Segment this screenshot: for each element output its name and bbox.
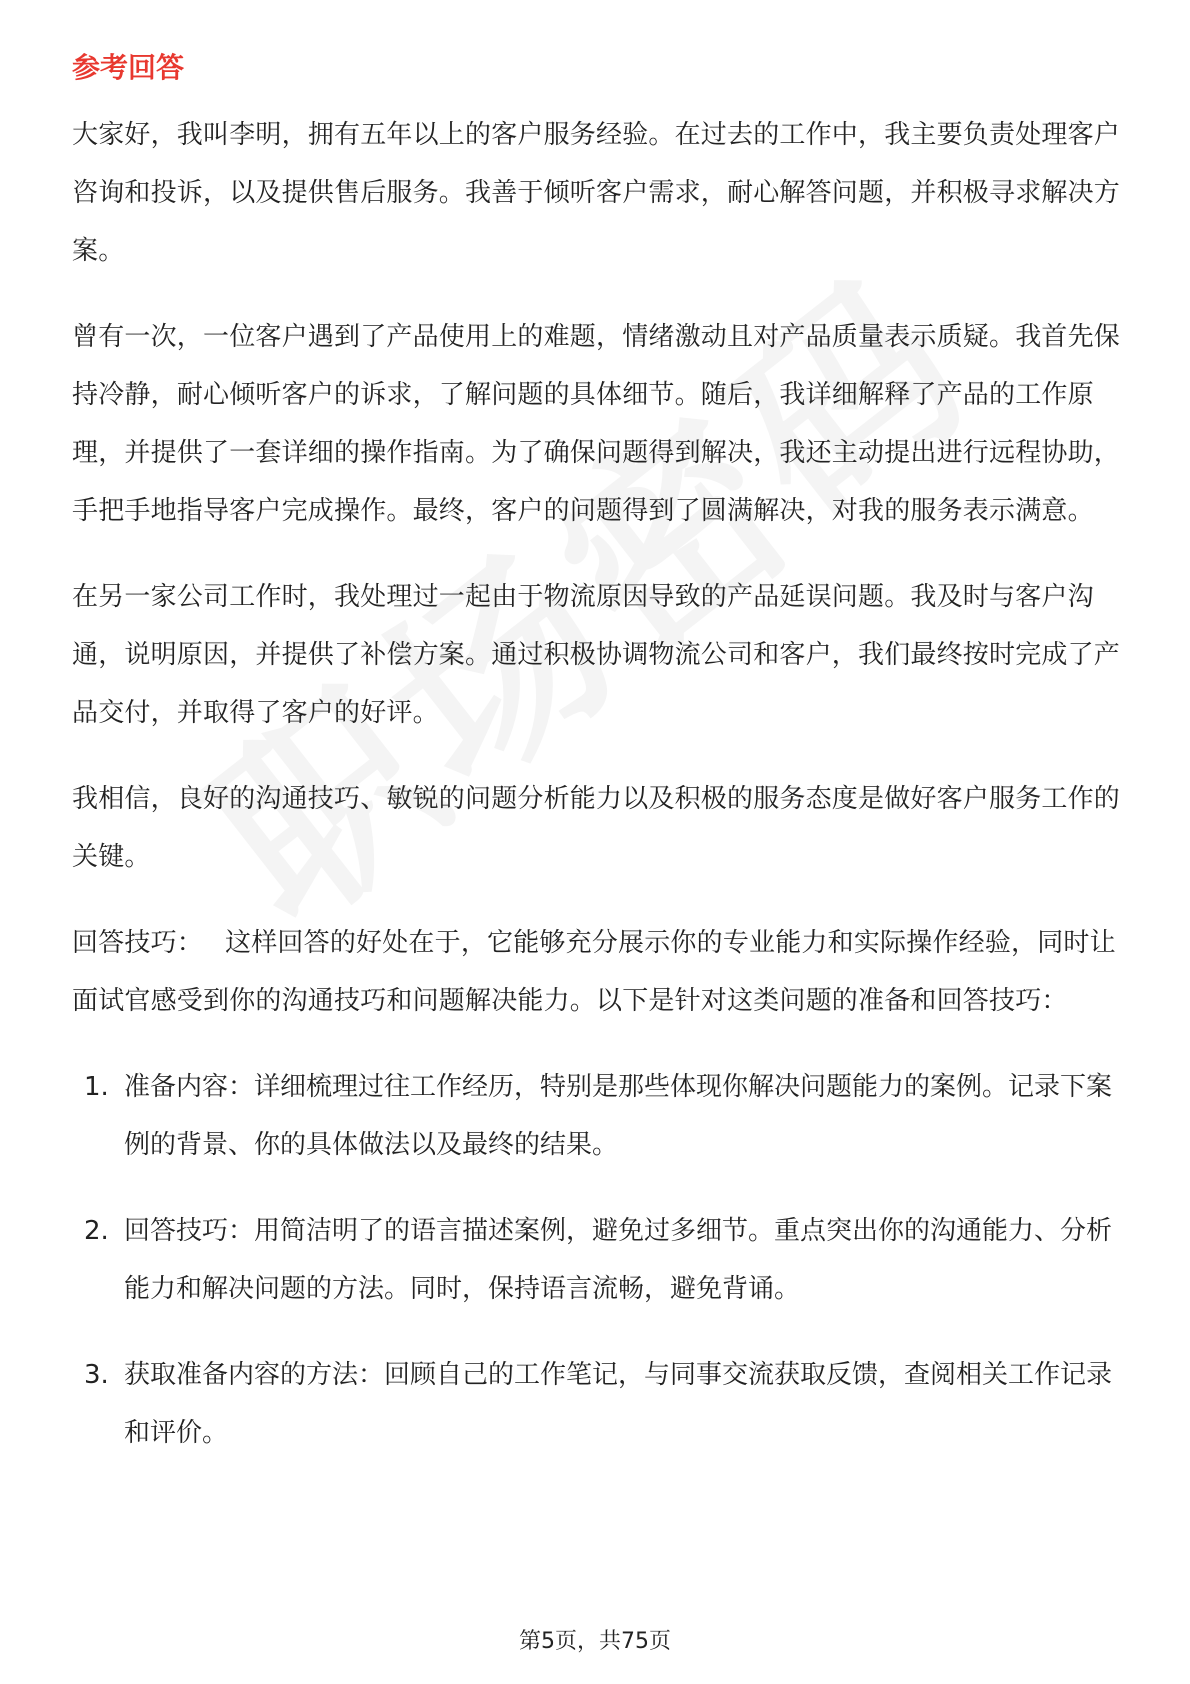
list-item-number: 2. [84, 1216, 109, 1246]
list-item-number: 1. [84, 1072, 109, 1102]
paragraph-case-one: 曾有一次，一位客户遇到了产品使用上的难题，情绪激动且对产品质量表示质疑。我首先保持冷静，耐心倾听客户的诉求，了解问题的具体细节。随后，我详细解释了产品的工作原理，并提供了一套详细的操作指南。为了确保问题得到解决，我还主动提出进行远程协助，手把手地指导客户完成操作。最终，客户的问题得到了圆满解决，对我的服务表示满意。 [72, 322, 1121, 526]
section-title: 参考回答 [72, 51, 185, 84]
paragraph-intro: 大家好，我叫李明，拥有五年以上的客户服务经验。在过去的工作中，我主要负责处理客户咨询和投诉，以及提供售后服务。我善于倾听客户需求，耐心解答问题，并积极寻求解决方案。 [72, 120, 1121, 266]
list-item-text: 回答技巧：用简洁明了的语言描述案例，避免过多细节。重点突出你的沟通能力、分析能力和解决问题的方法。同时，保持语言流畅，避免背诵。 [124, 1216, 1113, 1304]
tips-label: 回答技巧： [72, 928, 204, 958]
list-item-text: 获取准备内容的方法：回顾自己的工作笔记，与同事交流获取反馈，查阅相关工作记录和评价。 [124, 1360, 1113, 1448]
list-item [72, 1058, 1120, 1174]
page-number-footer: 第5页，共75页 [519, 1629, 671, 1654]
list-item [72, 1202, 1120, 1318]
tip-list [72, 1058, 1120, 1462]
page-content [72, 48, 1120, 1490]
paragraph-conclusion: 我相信，良好的沟通技巧、敏锐的问题分析能力以及积极的服务态度是做好客户服务工作的关键。 [72, 784, 1121, 872]
tips-text: 这样回答的好处在于，它能够充分展示你的专业能力和实际操作经验，同时让面试官感受到你的沟通技巧和问题解决能力。以下是针对这类问题的准备和回答技巧： [72, 928, 1116, 1016]
list-item-number: 3. [84, 1360, 109, 1390]
tips-paragraph [72, 914, 1120, 1030]
list-item-text: 准备内容：详细梳理过往工作经历，特别是那些体现你解决问题能力的案例。记录下案例的背景、你的具体做法以及最终的结果。 [124, 1072, 1113, 1160]
paragraph-case-two: 在另一家公司工作时，我处理过一起由于物流原因导致的产品延误问题。我及时与客户沟通，说明原因，并提供了补偿方案。通过积极协调物流公司和客户，我们最终按时完成了产品交付，并取得了客户的好评。 [72, 582, 1121, 728]
list-item [72, 1346, 1120, 1462]
